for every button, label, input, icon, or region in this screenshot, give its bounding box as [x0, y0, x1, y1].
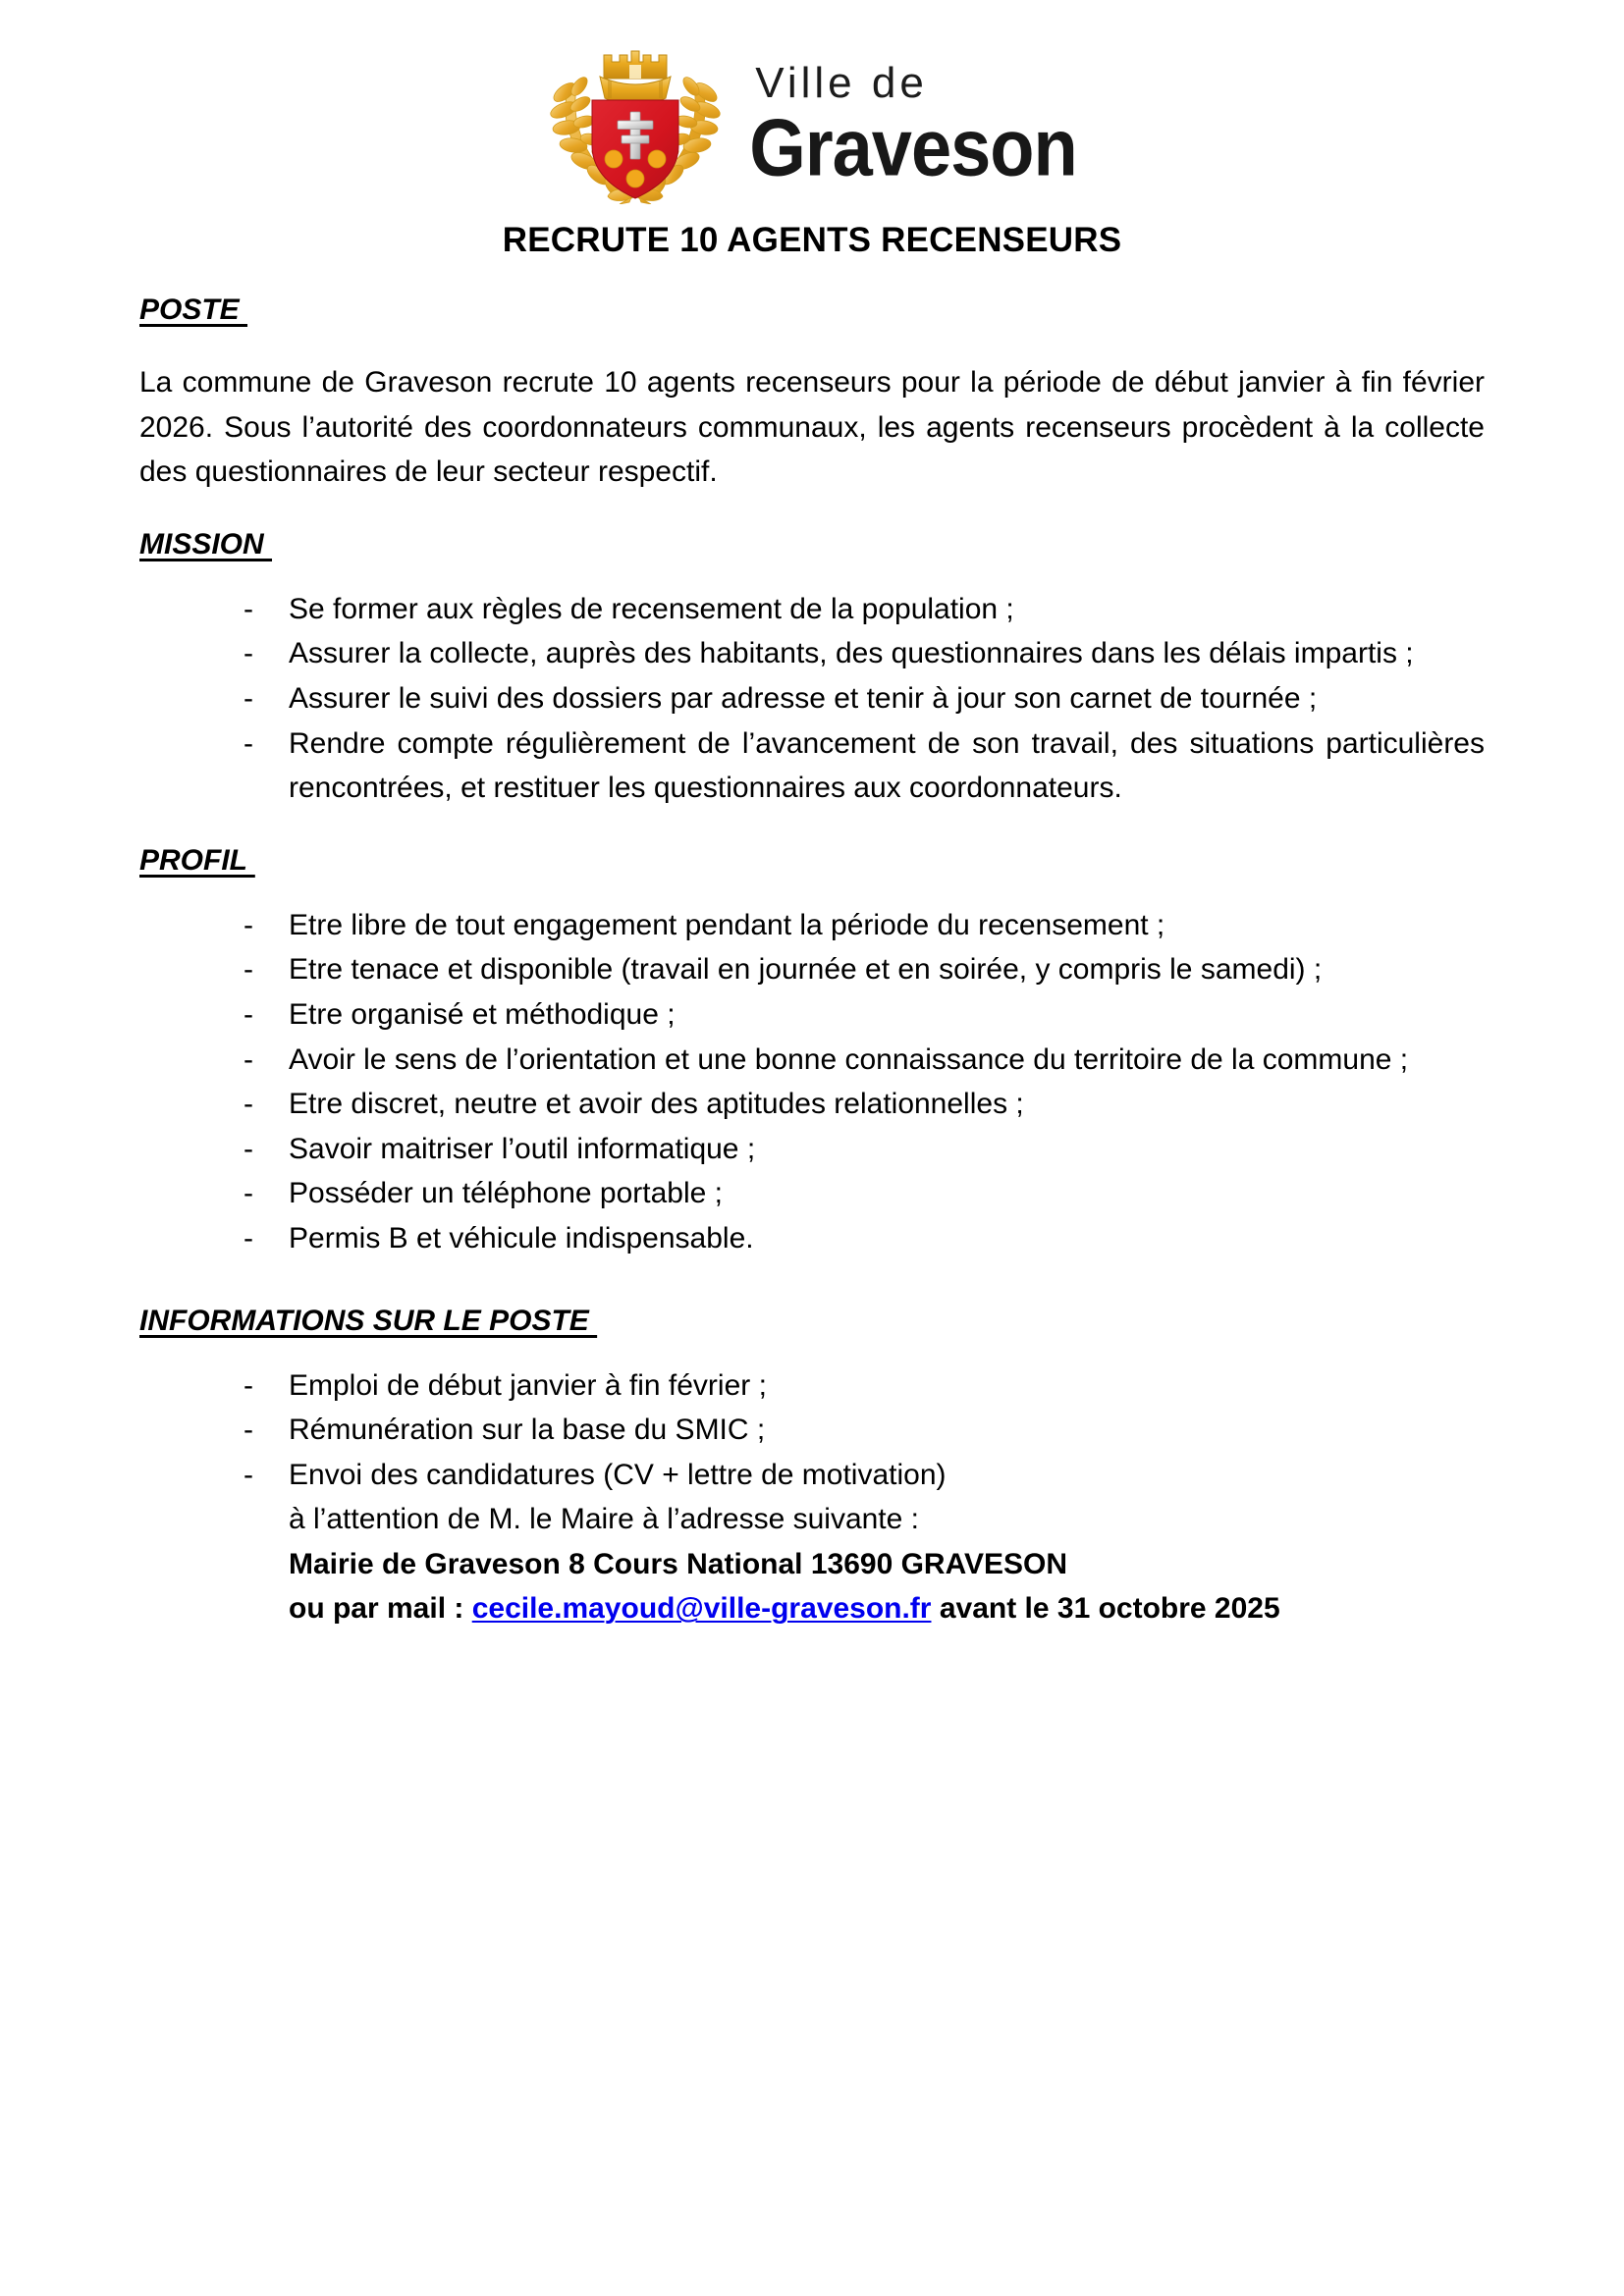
list-item [139, 903, 1485, 948]
deadline-label: avant le 31 octobre 2025 [931, 1592, 1280, 1626]
list-item [139, 631, 1485, 676]
bullet-marker: - [244, 726, 253, 760]
bullet-marker: - [244, 1088, 253, 1121]
bullet-marker: - [244, 1177, 253, 1210]
list-item [139, 1082, 1485, 1127]
bullet-marker: - [244, 1132, 253, 1165]
list-item [139, 721, 1485, 811]
ville-de-graveson-logo [139, 0, 1485, 193]
section-heading-profil: PROFIL [139, 843, 255, 877]
list-item-label: Assurer la collecte, auprès des habitants, des questionnaires dans les délais impartis ; [289, 637, 1414, 670]
bullet-marker: - [244, 637, 253, 670]
logo-line-ville-de: Ville de [755, 59, 928, 107]
list-item-label: Posséder un téléphone portable ; [289, 1177, 723, 1210]
bullet-marker: - [244, 1458, 253, 1491]
informations-list [139, 1363, 1485, 1632]
list-item-label: Avoir le sens de l’orientation et une bonne connaissance du territoire de la commune ; [289, 1042, 1409, 1076]
logo-wordmark [749, 59, 1077, 193]
application-line-2: à l’attention de M. le Maire à l’adresse suivante : [289, 1503, 919, 1536]
application-instructions [289, 1453, 1485, 1631]
list-item [139, 1363, 1485, 1409]
list-item-label: Rémunération sur la base du SMIC ; [289, 1414, 766, 1447]
list-item [139, 947, 1485, 992]
section-heading-poste: POSTE [139, 294, 248, 326]
mail-prefix-label: ou par mail : [289, 1592, 472, 1626]
logo-line-graveson: Graveson [749, 101, 1077, 193]
list-item [139, 1127, 1485, 1172]
list-item-label: Etre discret, neutre et avoir des aptitudes relationnelles ; [289, 1088, 1024, 1121]
list-item [139, 1171, 1485, 1216]
mail-line [289, 1586, 1485, 1631]
list-item-label: Savoir maitriser l’outil informatique ; [289, 1132, 756, 1165]
email-link[interactable]: cecile.mayoud@ville-graveson.fr [471, 1592, 932, 1626]
list-item-label: Permis B et véhicule indispensable. [289, 1221, 754, 1255]
bullet-marker: - [244, 908, 253, 941]
section-heading-mission: MISSION [139, 527, 273, 561]
list-item-label: Assurer le suivi des dossiers par adresse et tenir à jour son carnet de tournée ; [289, 681, 1318, 715]
poste-paragraph: La commune de Graveson recrute 10 agents recenseurs pour la période de début janvier à fin février 2026. Sous l’autorité des coordonnateurs communaux, les agents recenseurs procèdent à la collecte des questionnaires de leur secteur respectif. [139, 366, 1485, 489]
list-item-label: Etre organisé et méthodique ; [289, 997, 676, 1031]
mission-list [139, 587, 1485, 811]
bullet-marker: - [244, 1414, 253, 1447]
section-mission [139, 528, 1485, 811]
list-item-label: Etre libre de tout engagement pendant la période du recensement ; [289, 908, 1165, 941]
bullet-marker: - [244, 1042, 253, 1076]
application-line-1: Envoi des candidatures (CV + lettre de motivation) [289, 1458, 947, 1491]
coat-of-arms-icon [547, 29, 724, 204]
mairie-address: Mairie de Graveson 8 Cours National 13690 GRAVESON [289, 1547, 1068, 1580]
page-title: RECRUTE 10 AGENTS RECENSEURS [502, 221, 1122, 259]
bullet-marker: - [244, 997, 253, 1031]
bullet-marker: - [244, 592, 253, 625]
list-item-label: Emploi de début janvier à fin février ; [289, 1368, 767, 1402]
bullet-marker: - [244, 1368, 253, 1402]
list-item [139, 1038, 1485, 1083]
bullet-marker: - [244, 953, 253, 987]
section-informations [139, 1305, 1485, 1632]
list-item-label: Se former aux règles de recensement de la population ; [289, 592, 1014, 625]
section-poste [139, 294, 1485, 495]
list-item [139, 1408, 1485, 1453]
section-profil [139, 844, 1485, 1261]
list-item-application [139, 1453, 1485, 1631]
profil-list [139, 903, 1485, 1261]
bullet-marker: - [244, 1221, 253, 1255]
list-item [139, 587, 1485, 632]
list-item [139, 676, 1485, 721]
list-item [139, 992, 1485, 1038]
section-heading-informations: INFORMATIONS SUR LE POSTE [139, 1304, 598, 1337]
bullet-marker: - [244, 681, 253, 715]
list-item-label: Rendre compte régulièrement de l’avancement de son travail, des situations particulières rencontrées, et restituer les questionnaires aux coordonnateurs. [289, 726, 1485, 805]
list-item-label: Etre tenace et disponible (travail en journée et en soirée, y compris le samedi) ; [289, 953, 1323, 987]
list-item [139, 1216, 1485, 1261]
